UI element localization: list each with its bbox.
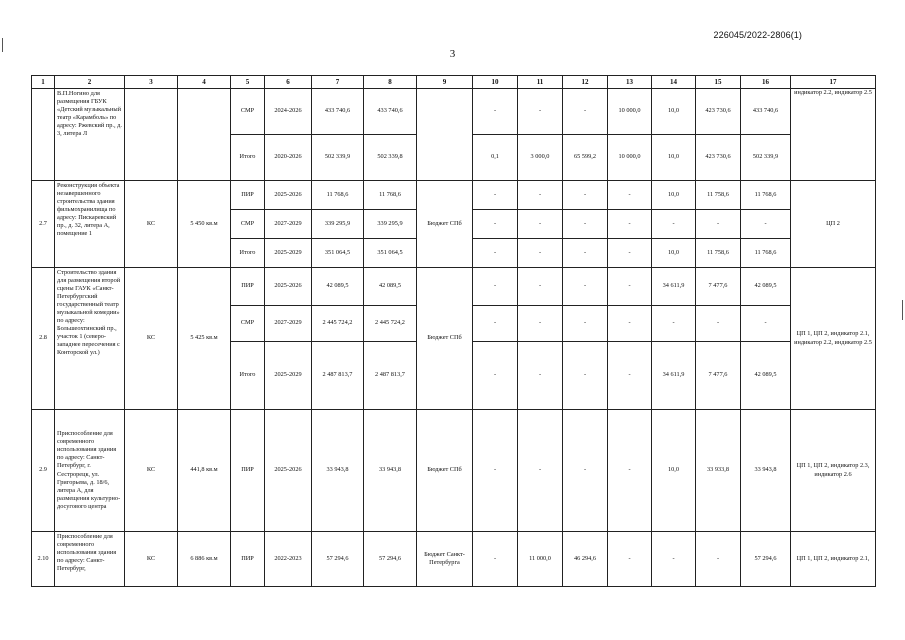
cell-value: 2 487 813,7 [364,342,417,410]
cell-value: 42 089,5 [741,342,791,410]
cell-value: - [563,268,608,306]
cell-value: 11 768,6 [741,239,791,268]
capacity: 5 425 кв.м [178,268,231,410]
cell-value: - [518,89,563,135]
cell-value: - [473,306,518,342]
cell-value: 433 740,6 [312,89,364,135]
cell-value: - [741,306,791,342]
cell-value: - [696,210,741,239]
stage: Итого [231,239,265,268]
cell-value: 2 445 724,2 [312,306,364,342]
target-indicators: ЦП 1, ЦП 2, индикатор 2.1, [791,532,876,587]
period: 2025-2026 [265,268,312,306]
cell-value: 11 758,6 [696,239,741,268]
cell-value: - [608,306,652,342]
cell-value: 33 943,8 [741,410,791,532]
table-row [32,532,876,587]
object-description: В.П.Ногино для размещения ГБУК «Детский музыкальный театр «Карамболь» по адресу: Ржевский пр., д. 3, литера Л [55,89,125,181]
cell-value: 11 758,6 [696,181,741,210]
cell-value: 34 611,9 [652,342,696,410]
cell-value: 433 740,6 [741,89,791,135]
target-indicators: ЦП 2 [791,181,876,268]
cell-value: - [563,239,608,268]
cell-value: 11 768,6 [364,181,417,210]
col-header: 1 [32,76,55,89]
cell-value: - [563,89,608,135]
target-indicators: ЦП 1, ЦП 2, индикатор 2.1, индикатор 2.2, индикатор 2.5 [791,268,876,410]
cell-value: 339 295,9 [312,210,364,239]
cell-value: - [563,342,608,410]
work-type: КС [125,410,178,532]
col-header: 10 [473,76,518,89]
object-description: Приспособление для современного использования здания по адресу: Санкт-Петербург, [55,532,125,587]
col-header: 14 [652,76,696,89]
col-header: 13 [608,76,652,89]
col-header: 9 [417,76,473,89]
col-header: 6 [265,76,312,89]
cell-value: - [652,532,696,587]
funding-source: Бюджет СПб [417,181,473,268]
cell-value: - [608,410,652,532]
cell-value: 11 768,6 [741,181,791,210]
cell-value: 57 294,6 [364,532,417,587]
row-number: 2.7 [32,181,55,268]
work-type [125,89,178,181]
period: 2025-2029 [265,239,312,268]
document-number: 226045/2022-2806(1) [713,30,802,40]
work-type: КС [125,181,178,268]
cell-value: 7 477,6 [696,342,741,410]
row-number: 2.9 [32,410,55,532]
col-header: 7 [312,76,364,89]
col-header: 4 [178,76,231,89]
period: 2025-2026 [265,181,312,210]
cell-value: - [473,410,518,532]
cell-value: 42 089,5 [312,268,364,306]
stage: СМР [231,89,265,135]
col-header: 17 [791,76,876,89]
capacity: 6 886 кв.м [178,532,231,587]
cell-value: 57 294,6 [312,532,364,587]
scan-edge-mark [902,300,903,320]
cell-value: 339 295,9 [364,210,417,239]
cell-value: 65 599,2 [563,135,608,181]
cell-value: - [518,239,563,268]
cell-value: - [652,306,696,342]
cell-value: - [518,181,563,210]
row-number [32,89,55,181]
cell-value: - [473,532,518,587]
work-type: КС [125,268,178,410]
cell-value: - [563,210,608,239]
header-row [32,76,876,89]
funding-source: Бюджет СПб [417,268,473,410]
col-header: 11 [518,76,563,89]
capacity: 441,8 кв.м [178,410,231,532]
table-row [32,410,876,532]
period: 2027-2029 [265,306,312,342]
col-header: 5 [231,76,265,89]
cell-value: 33 933,8 [696,410,741,532]
period: 2020-2026 [265,135,312,181]
cell-value: 423 730,6 [696,135,741,181]
cell-value: 10,0 [652,410,696,532]
cell-value: 10 000,0 [608,89,652,135]
cell-value: 46 294,6 [563,532,608,587]
cell-value: - [652,210,696,239]
col-header: 3 [125,76,178,89]
cell-value: - [518,210,563,239]
cell-value: 0,1 [473,135,518,181]
cell-value: - [608,181,652,210]
object-description: Реконструкция объекта незавершенного строительства здания фильмохранилища по адресу: Пискаревский пр., д. 32, литера А, помещение 1 [55,181,125,268]
stage: СМР [231,306,265,342]
cell-value: - [608,532,652,587]
cell-value: 11 000,0 [518,532,563,587]
cell-value: 351 064,5 [364,239,417,268]
cell-value: - [473,181,518,210]
capacity: 5 450 кв.м [178,181,231,268]
period: 2024-2026 [265,89,312,135]
funding-source: Бюджет СПб [417,410,473,532]
cell-value: 433 740,6 [364,89,417,135]
cell-value: - [473,89,518,135]
cell-value: 3 000,0 [518,135,563,181]
cell-value: - [741,210,791,239]
col-header: 2 [55,76,125,89]
cell-value: 502 339,9 [312,135,364,181]
table-row [32,89,876,135]
object-description: Приспособление для современного использования здания по адресу: Санкт-Петербург, г. Сестрорецк, ул. Григорьева, д. 18/6, литера А, для размещения культурно-досугового центра [55,410,125,532]
col-header: 16 [741,76,791,89]
cell-value: - [518,268,563,306]
program-table [31,75,876,587]
cell-value: - [518,306,563,342]
cell-value: 10,0 [652,239,696,268]
cell-value: - [518,410,563,532]
stage: ПИР [231,410,265,532]
cell-value: 351 064,5 [312,239,364,268]
row-number: 2.10 [32,532,55,587]
stage: Итого [231,135,265,181]
stage: Итого [231,342,265,410]
cell-value: 10 000,0 [608,135,652,181]
cell-value: 2 445 724,2 [364,306,417,342]
period: 2025-2026 [265,410,312,532]
work-type: КС [125,532,178,587]
cell-value: 2 487 813,7 [312,342,364,410]
cell-value: - [563,306,608,342]
cell-value: - [473,239,518,268]
cell-value: 42 089,5 [741,268,791,306]
cell-value: 10,0 [652,89,696,135]
cell-value: - [696,306,741,342]
col-header: 15 [696,76,741,89]
cell-value: - [473,342,518,410]
cell-value: - [608,268,652,306]
cell-value: - [563,181,608,210]
stage: ПИР [231,532,265,587]
cell-value: - [563,410,608,532]
target-indicators: ЦП 1, ЦП 2, индикатор 2.3, индикатор 2.6 [791,410,876,532]
table-row [32,181,876,210]
page-number: 3 [449,48,456,60]
cell-value: 42 089,5 [364,268,417,306]
col-header: 12 [563,76,608,89]
cell-value: 10,0 [652,135,696,181]
period: 2027-2029 [265,210,312,239]
cell-value: - [608,342,652,410]
object-description: Строительство здания для размещения второй сцены ГАУК «Санкт-Петербургский государственный театр музыкальной комедии» по адресу: Большеохтинский пр., участок 1 (северо-западнее пересечения с Конторской ул.) [55,268,125,410]
cell-value: 423 730,6 [696,89,741,135]
cell-value: 57 294,6 [741,532,791,587]
cell-value: - [518,342,563,410]
cell-value: - [696,532,741,587]
cell-value: 11 768,6 [312,181,364,210]
cell-value: 502 339,8 [364,135,417,181]
period: 2025-2029 [265,342,312,410]
stage: ПИР [231,181,265,210]
period: 2022-2023 [265,532,312,587]
cell-value: - [608,239,652,268]
cell-value: 33 943,8 [364,410,417,532]
target-indicators: индикатор 2.2, индикатор 2.5 [791,89,876,181]
table-row [32,268,876,306]
funding-source: Бюджет Санкт-Петербурга [417,532,473,587]
stage: ПИР [231,268,265,306]
funding-source [417,89,473,181]
cell-value: 502 339,9 [741,135,791,181]
col-header: 8 [364,76,417,89]
cell-value: 33 943,8 [312,410,364,532]
cell-value: - [608,210,652,239]
cell-value: 34 611,9 [652,268,696,306]
row-number: 2.8 [32,268,55,410]
cell-value: - [473,210,518,239]
cell-value: 10,0 [652,181,696,210]
capacity [178,89,231,181]
cell-value: - [473,268,518,306]
cell-value: 7 477,6 [696,268,741,306]
stage: СМР [231,210,265,239]
